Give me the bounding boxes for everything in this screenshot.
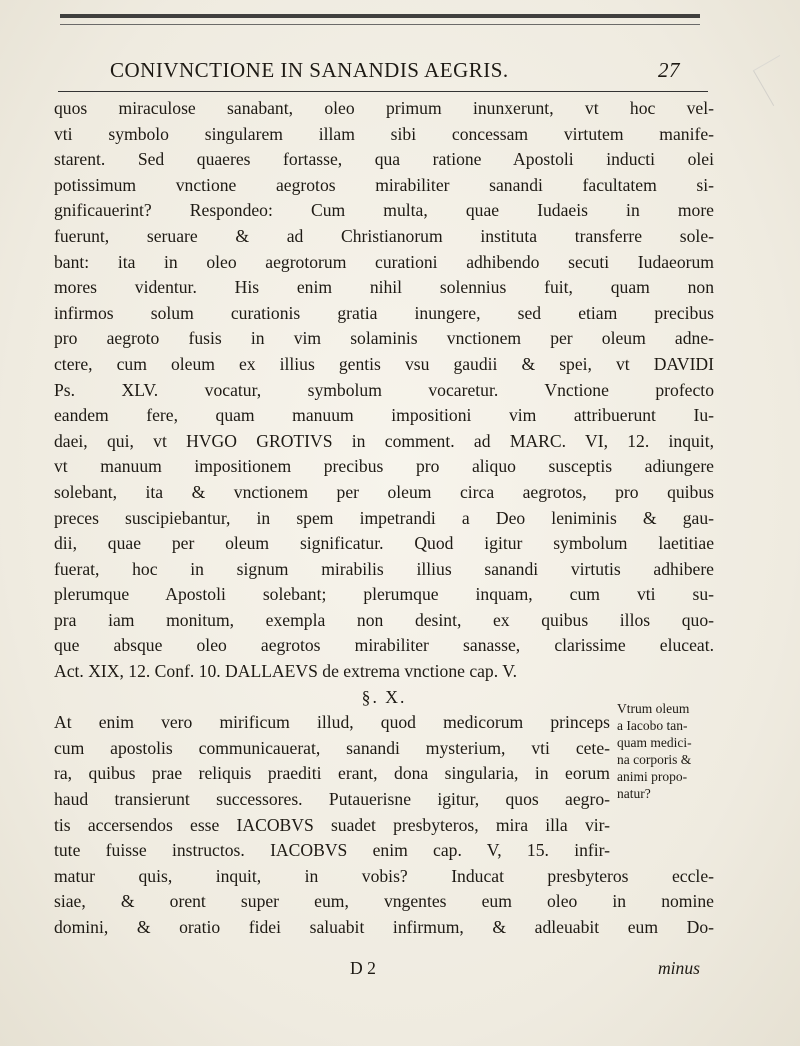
- margin-note-line: natur?: [617, 786, 651, 801]
- text-line: mores videntur. His enim nihil solennius fuit, quam non: [54, 277, 714, 298]
- text-line: preces suscipiebantur, in spem impetrandi a Deo leniminis & gau-: [54, 507, 714, 528]
- text-line: quos miraculose sanabant, oleo primum inunxerunt, vt hoc vel-: [54, 98, 714, 118]
- text-line: infirmos solum curationis gratia inungere, sed etiam precibus: [54, 302, 714, 323]
- running-head-title: CONIVNCTIONE IN SANANDIS AEGRIS.: [110, 58, 509, 82]
- text-line: dii, quae per oleum significatur. Quod igitur symbolum laetitiae: [54, 533, 714, 554]
- section-heading: §. X.: [361, 686, 407, 707]
- text-line: que absque oleo aegrotos mirabiliter sanasse, clarissime eluceat.: [54, 635, 714, 656]
- text-line: At enim vero mirificum illud, quod medicorum princeps: [54, 712, 610, 733]
- text-line: Ps. XLV. vocatur, symbolum vocaretur. Vnctione profecto: [54, 379, 714, 400]
- text-line: haud transierunt successores. Putauerisne igitur, quos aegro-: [54, 789, 610, 810]
- text-line: pra iam monitum, exempla non desint, ex quibus illos quo-: [54, 609, 714, 630]
- text-line: plerumque Apostoli solebant; plerumque inquam, cum vti su-: [54, 584, 714, 605]
- text-line: tute fuisse instructos. IACOBVS enim cap. V, 15. infir-: [54, 840, 610, 861]
- text-line: domini, & oratio fidei saluabit infirmum, & adleuabit eum Do-: [54, 917, 714, 937]
- page-edge-mark: [753, 55, 800, 106]
- text-line: bant: ita in oleo aegrotorum curationi adhibendo secuti Iudaeorum: [54, 251, 714, 272]
- head-rule: [58, 91, 708, 92]
- text-line: siae, & orent super eum, vngentes eum oleo in nomine: [54, 891, 714, 912]
- text-line: vt manuum impositionem precibus pro aliquo susceptis adiungere: [54, 456, 714, 477]
- text-line: eandem fere, quam manuum impositioni vim attribuerunt Iu-: [54, 405, 714, 426]
- margin-note-line: a Iacobo tan-: [617, 718, 688, 733]
- text-line: vti symbolo singularem illam sibi concessam virtutem manife-: [54, 123, 714, 144]
- margin-note-line: Vtrum oleum: [617, 701, 690, 716]
- page-footer: [60, 958, 700, 979]
- text-line: fuerat, hoc in signum mirabilis illius sanandi virtutis adhibere: [54, 558, 714, 579]
- signature-mark: D 2: [350, 958, 376, 978]
- margin-note-line: animi propo-: [617, 769, 688, 784]
- text-line: solebant, ita & vnctionem per oleum circa aegrotos, pro quibus: [54, 481, 714, 502]
- text-line: Act. XIX, 12. Conf. 10. DALLAEVS de extrema vnctione cap. V.: [54, 661, 518, 682]
- text-line: starent. Sed quaeres fortasse, qua ratione Apostoli inducti olei: [54, 149, 714, 170]
- catchword: minus: [657, 958, 700, 978]
- page-number: 27: [658, 58, 680, 82]
- text-line: gnificauerint? Respondeo: Cum multa, quae Iudaeis in more: [54, 200, 714, 221]
- text-line: ra, quibus prae reliquis praediti erant, dona singularia, in eorum: [54, 763, 610, 784]
- text-line: daei, qui, vt HVGO GROTIVS in comment. ad MARC. VI, 12. inquit,: [54, 430, 714, 451]
- text-line: pro aegroto fusis in vim solaminis vnctionem per oleum adne-: [54, 328, 714, 349]
- text-line: matur quis, inquit, in vobis? Inducat presbyteros eccle-: [54, 865, 714, 886]
- margin-note-line: quam medici-: [617, 735, 692, 750]
- text-line: fuerunt, seruare & ad Christianorum instituta transferre sole-: [54, 225, 714, 246]
- body-text: [54, 96, 714, 941]
- margin-note-line: na corporis &: [617, 752, 692, 767]
- text-line: tis accersendos esse IACOBVS suadet presbyteros, mira illa vir-: [54, 814, 610, 835]
- running-head: [80, 58, 680, 83]
- text-line: ctere, cum oleum ex illius gentis vsu gaudii & spei, vt DAVIDI: [54, 353, 714, 374]
- margin-note: [617, 700, 737, 802]
- top-rule: [60, 14, 700, 25]
- text-line: cum apostolis communicauerat, sanandi mysterium, vti cete-: [54, 737, 610, 758]
- text-line: potissimum vnctione aegrotos mirabiliter sanandi facultatem si-: [54, 174, 714, 195]
